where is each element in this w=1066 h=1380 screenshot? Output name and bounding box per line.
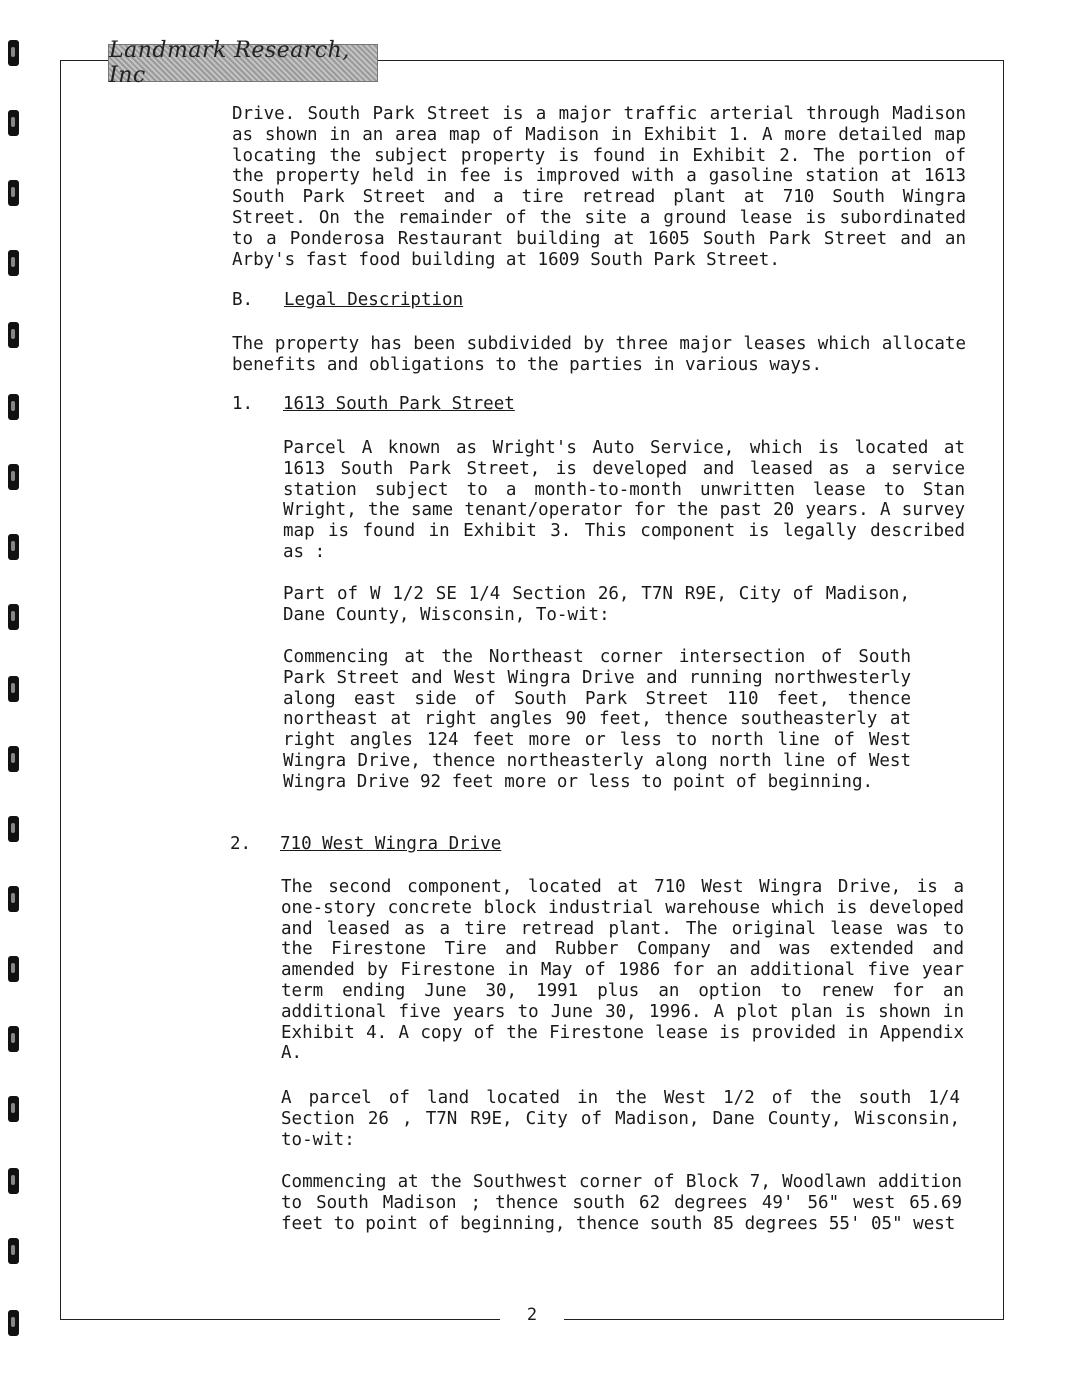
binding-hole xyxy=(8,40,19,66)
binding-hole xyxy=(8,1026,19,1052)
item1-heading xyxy=(232,394,632,416)
section-b-title: Legal Description xyxy=(284,290,464,310)
company-logo: Landmark Research, Inc xyxy=(108,44,378,82)
item2-legal-description: Commencing at the Southwest corner of Block 7, Woodlawn addition to South Madison ; thence south 62 degrees 49' 56" west 65.69 feet to point of beginning, thence south 85 degrees 55' 05" west xyxy=(281,1172,962,1234)
item2-heading xyxy=(230,834,630,856)
binding-hole xyxy=(8,464,19,490)
binding-hole xyxy=(8,180,19,206)
binding-hole xyxy=(8,604,19,630)
binding-hole xyxy=(8,394,19,420)
item1-legal-description: Commencing at the Northeast corner intersection of South Park Street and West Wingra Drive and running northwesterly along east side of South Park Street 110 feet, thence northeast at right angles 90 feet, thence southeasterly at right angles 124 feet more or less to north line of West Wingra Drive, thence northeasterly along north line of West Wingra Drive 92 feet more or less to point of beginning. xyxy=(283,647,911,792)
item2-paragraph: The second component, located at 710 West Wingra Drive, is a one-story concrete block industrial warehouse which is developed and leased as a tire retread plant. The original lease was to the Firestone Tire and Rubber Company and was extended and amended by Firestone in May of 1986 for an additional five year term ending June 30, 1991 plus an option to renew for an additional five years to June 30, 1996. A plot plan is shown in Exhibit 4. A copy of the Firestone lease is provided in Appendix A. xyxy=(281,877,964,1064)
binding-hole xyxy=(8,956,19,982)
section-b-heading xyxy=(232,290,632,312)
binding-hole xyxy=(8,250,19,276)
item2-title: 710 West Wingra Drive xyxy=(280,834,502,854)
intro-paragraph: Drive. South Park Street is a major traffic arterial through Madison as shown in an area map of Madison in Exhibit 1. A more detailed map locating the subject property is found in Exhibit 2. The portion of the property held in fee is improved with a gasoline station at 1613 South Park Street and a tire retread plant at 710 South Wingra Street. On the remainder of the site a ground lease is subordinated to a Ponderosa Restaurant building at 1605 South Park Street and an Arby's fast food building at 1609 South Park Street. xyxy=(232,104,966,270)
binding-hole xyxy=(8,886,19,912)
binding-hole xyxy=(8,1238,19,1264)
binding-hole xyxy=(8,676,19,702)
binding-hole xyxy=(8,1096,19,1122)
binding-hole xyxy=(8,322,19,348)
binding-hole xyxy=(8,1310,19,1336)
section-b-letter: B. xyxy=(232,290,254,310)
item1-legal-part: Part of W 1/2 SE 1/4 Section 26, T7N R9E, City of Madison, Dane County, Wisconsin, To-wit: xyxy=(283,584,910,625)
item2-number: 2. xyxy=(230,834,252,854)
section-b-paragraph: The property has been subdivided by three major leases which allocate benefits and obligations to the parties in various ways. xyxy=(232,334,966,375)
binding-hole xyxy=(8,1168,19,1194)
binding-hole xyxy=(8,110,19,136)
page-number: 2 xyxy=(500,1300,564,1330)
item1-paragraph: Parcel A known as Wright's Auto Service, which is located at 1613 South Park Street, is developed and leased as a service station subject to a month-to-month unwritten lease to Stan Wright, the same tenant/operator for the past 20 years. A survey map is found in Exhibit 3. This component is legally described as : xyxy=(283,438,965,562)
item1-title: 1613 South Park Street xyxy=(283,394,515,414)
item1-number: 1. xyxy=(232,394,254,414)
binding-hole xyxy=(8,534,19,560)
item2-legal-part: A parcel of land located in the West 1/2 of the south 1/4 Section 26 , T7N R9E, City of Madison, Dane County, Wisconsin, to-wit: xyxy=(281,1088,960,1150)
binding-hole xyxy=(8,816,19,842)
binding-hole xyxy=(8,746,19,772)
